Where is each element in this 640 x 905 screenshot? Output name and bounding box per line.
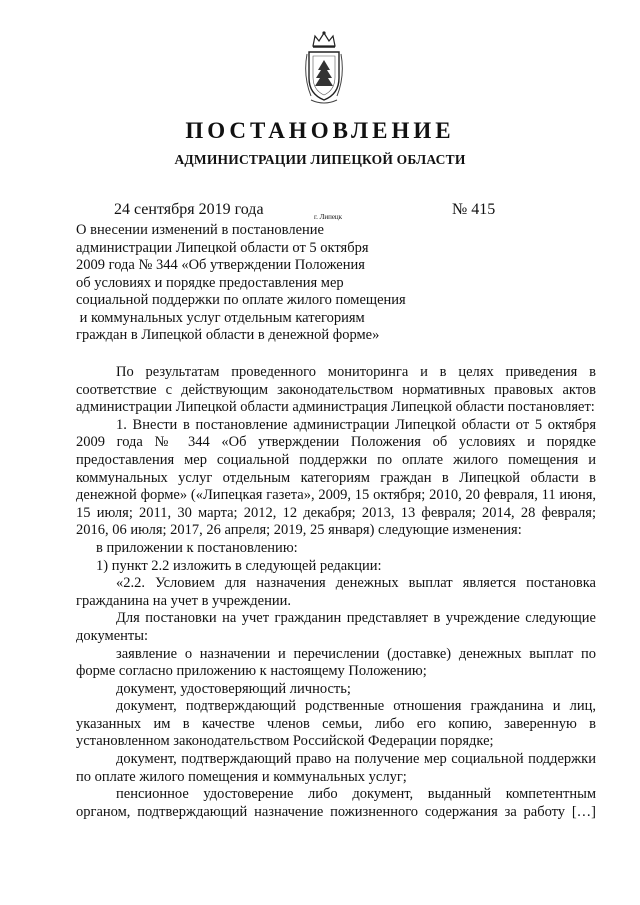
body-paragraph: Для постановки на учет гражданин представляет в учреждение следующие документы: bbox=[76, 610, 596, 644]
body-paragraph: документ, подтверждающий право на получение мер социальной поддержки по оплате жилого помещения и коммунальных услуг; bbox=[76, 751, 596, 785]
document-number: № 415 bbox=[452, 201, 496, 218]
subject-line: 2009 года № 344 «Об утверждении Положения bbox=[76, 257, 365, 273]
document-subject bbox=[76, 222, 436, 345]
body-paragraph: 1) пункт 2.2 изложить в следующей редакции: bbox=[96, 557, 382, 574]
subject-line: администрации Липецкой области от 5 октября bbox=[76, 239, 369, 256]
subject-line: социальной поддержки по оплате жилого помещения bbox=[76, 292, 406, 308]
body-paragraph: документ, удостоверяющий личность; bbox=[116, 680, 351, 697]
body-paragraph: По результатам проведенного мониторинга и в целях приведения в соответствие с действующим законодательством нормативных правовых актов администрации Липецкой области администрация Липецкой области постановляет: bbox=[76, 364, 596, 416]
document-date: 24 сентября 2019 года bbox=[114, 201, 264, 218]
document-body bbox=[76, 364, 596, 821]
subject-line: об условиях и порядке предоставления мер bbox=[76, 274, 344, 291]
coat-of-arms-emblem bbox=[303, 30, 345, 106]
document-city: г. Липецк bbox=[314, 213, 343, 221]
subject-line: и коммунальных услуг отдельным категориям bbox=[76, 309, 365, 326]
subject-line: О внесении изменений в постановление bbox=[76, 222, 324, 238]
subject-line: граждан в Липецкой области в денежной форме» bbox=[76, 327, 380, 343]
body-paragraph: заявление о назначении и перечислении (доставке) денежных выплат по форме согласно приложению к настоящему Положению; bbox=[76, 645, 596, 680]
document-subtitle: АДМИНИСТРАЦИИ ЛИПЕЦКОЙ ОБЛАСТИ bbox=[174, 152, 466, 167]
body-paragraph: 1. Внести в постановление администрации Липецкой области от 5 октября 2009 года № 344 «Об утверждении Положения об условиях и порядке предоставления мер социальной поддержки по оплате жилого помещения и коммунальных услуг отдельным категориям граждан в Липецкой области в денежной форме» («Липецкая газета», 2009, 15 октября; 2010, 20 февраля, 11 июня, 15 июля; 2011, 30 марта; 2012, 12 декабря; 2013, 13 февраля; 2014, 28 февраля; 2016, 06 июля; 2017, 26 апреля; 2019, 25 января) следующие изменения: bbox=[76, 416, 596, 539]
body-paragraph: «2.2. Условием для назначения денежных выплат является постановка гражданина на учет в учреждении. bbox=[76, 575, 596, 609]
body-paragraph: в приложении к постановлению: bbox=[96, 539, 298, 556]
body-paragraph: пенсионное удостоверение либо документ, выданный компетентным органом, подтверждающий назначение пожизненного содержания за работу […] bbox=[76, 786, 596, 820]
body-paragraph: документ, подтверждающий родственные отношения гражданина и лиц, указанных им в качестве членов семьи, либо его копию, заверенную в установленном законодательством Российской Федерации порядке; bbox=[76, 698, 596, 750]
document-title: ПОСТАНОВЛЕНИЕ bbox=[185, 118, 455, 143]
